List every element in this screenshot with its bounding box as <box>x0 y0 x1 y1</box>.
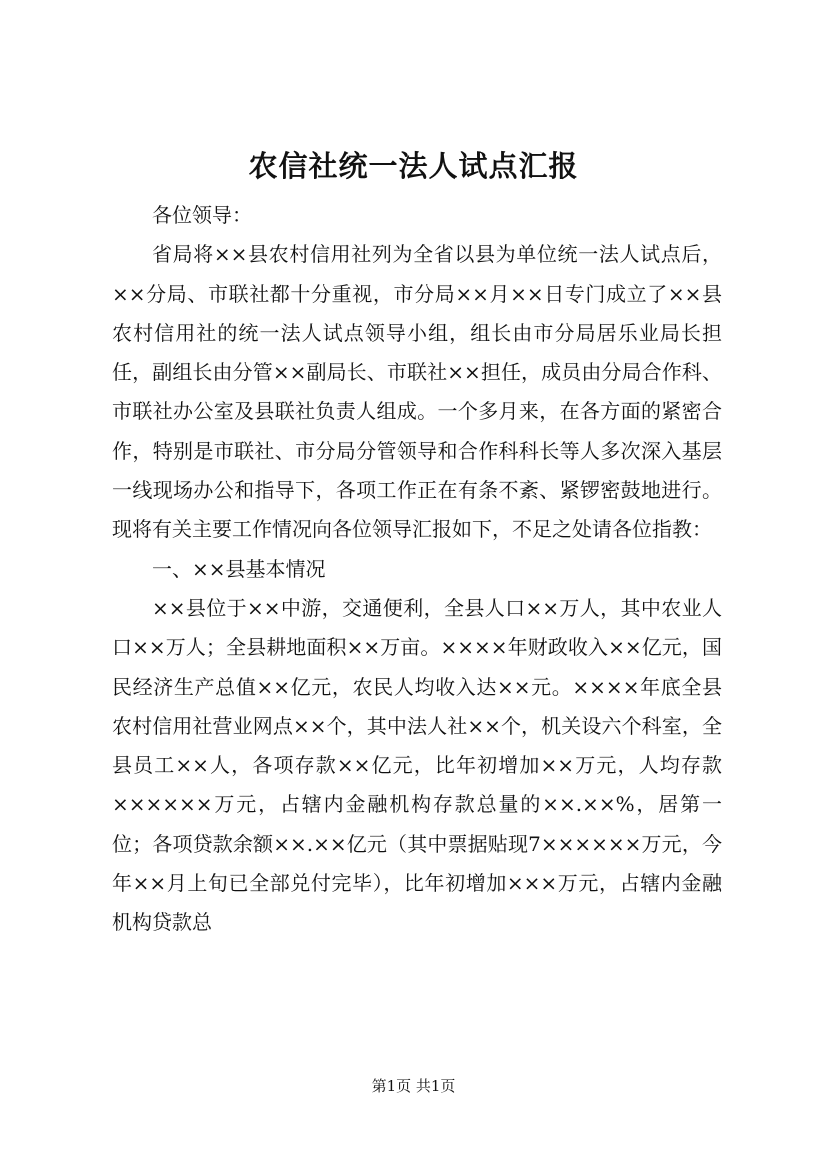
document-body <box>112 196 722 943</box>
salutation: 各位领导： <box>152 203 252 227</box>
paragraph-basic-info: ××县位于××中游，交通便利，全县人口××万人，其中农业人口××万人；全县耕地面积××万亩。××××年财政收入××亿元，国民经济生产总值××亿元，农民人均收入达××元。××××年底全县农村信用社营业网点××个，其中法人社××个，机关设六个科室，全县员工××人，各项存款××亿元，比年初增加××万元，人均存款××××××万元，占辖内金融机构存款总量的××.××%，居第一位；各项贷款余额××.××亿元（其中票据贴现7××××××万元，今年××月上旬已全部兑付完毕），比年初增加×××万元，占辖内金融机构贷款总 <box>112 595 722 935</box>
document-title: 农信社统一法人试点汇报 <box>248 149 579 183</box>
section-heading: 一、××县基本情况 <box>152 556 326 581</box>
page-footer: 第1页 共1页 <box>371 1077 456 1095</box>
paragraph-intro: 省局将××县农村信用社列为全省以县为单位统一法人试点后，××分局、市联社都十分重视，市分局××月××日专门成立了××县农村信用社的统一法人试点领导小组，组长由市分局居乐业局长担任，副组长由分管××副局长、市联社××担任，成员由分局合作科、市联社办公室及县联社负责人组成。一个多月来，在各方面的紧密合作，特别是市联社、市分局分管领导和合作科科长等人多次深入基层一线现场办公和指导下，各项工作正在有条不紊、紧锣密鼓地进行。现将有关主要工作情况向各位领导汇报如下，不足之处请各位指教： <box>112 242 722 542</box>
